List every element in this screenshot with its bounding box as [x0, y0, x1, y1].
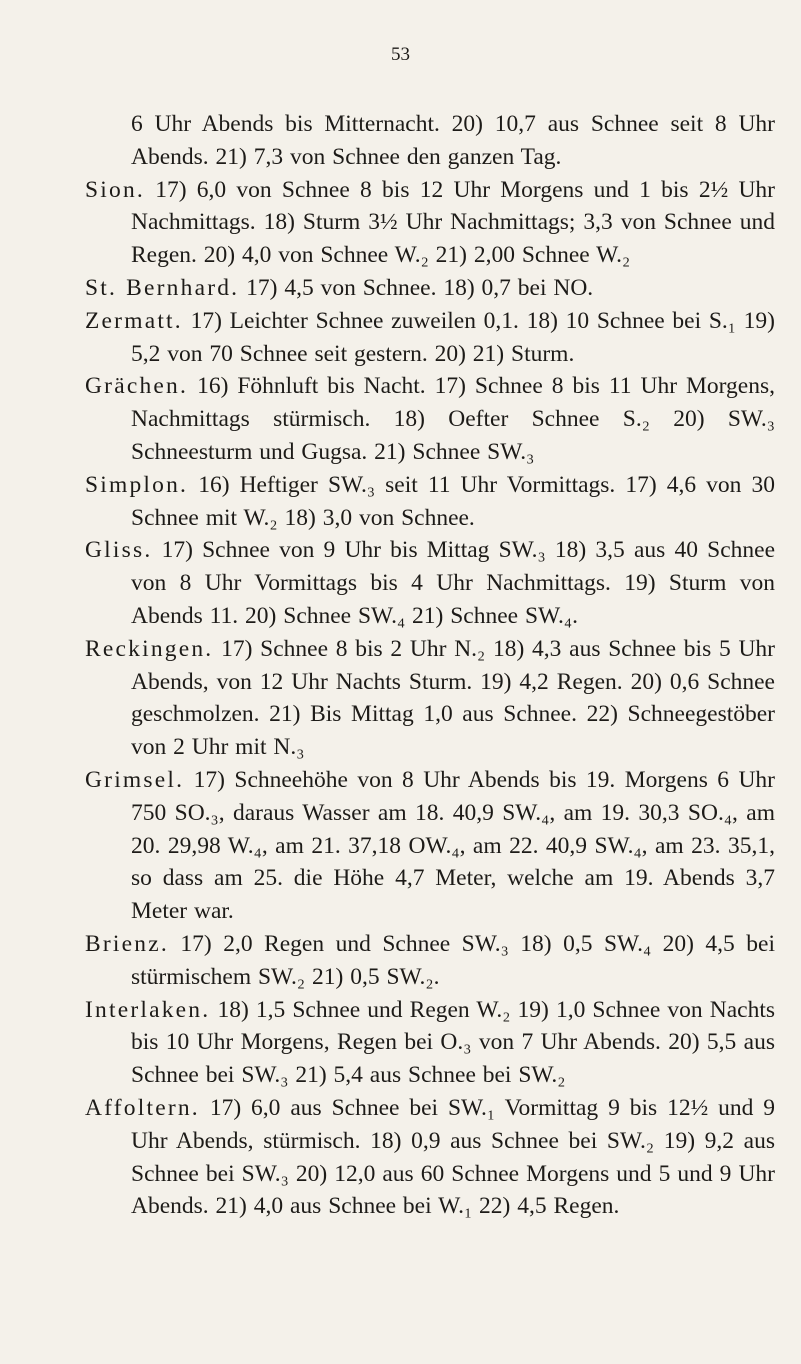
- weather-report-entries: [85, 108, 775, 1223]
- place-name: St. Bernhard.: [85, 274, 240, 301]
- entry-interlaken: [85, 994, 775, 1092]
- entry-text: 6 Uhr Abends bis Mitternacht. 20) 10,7 aus Schnee seit 8 Uhr Abends. 21) 7,3 von Schnee den ganzen Tag.: [131, 111, 775, 170]
- entry-text: 17) 4,5 von Schnee. 18) 0,7 bei NO.: [246, 274, 594, 301]
- entry-grimsel: [85, 764, 775, 928]
- entry-reckingen: [85, 633, 775, 764]
- entry-text: 18) 1,5 Schnee und Regen W.₂ 19) 1,0 Schnee von Nachts bis 10 Uhr Morgens, Regen bei O.₃ von 7 Uhr Abends. 20) 5,5 aus Schnee bei SW.₃ 21) 5,4 aus Schnee bei SW.₂: [131, 996, 775, 1089]
- place-name: Grächen.: [85, 373, 189, 400]
- entry-text: 17) Schnee 8 bis 2 Uhr N.₂ 18) 4,3 aus Schnee bis 5 Uhr Abends, von 12 Uhr Nachts Sturm. 19) 4,2 Regen. 20) 0,6 Schnee geschmolzen. 21) Bis Mittag 1,0 aus Schnee. 22) Schneegestöber von 2 Uhr mit N.₃: [131, 635, 776, 761]
- entry-affoltern: [85, 1092, 775, 1223]
- entry-text: 17) 6,0 aus Schnee bei SW.₁ Vormittag 9 bis 12½ und 9 Uhr Abends, stürmisch. 18) 0,9 aus Schnee bei SW.₂ 19) 9,2 aus Schnee bei SW.₃ 20) 12,0 aus 60 Schnee Morgens und 5 und 9 Uhr Abends. 21) 4,0 aus Schnee bei W.₁ 22) 4,5 Regen.: [131, 1094, 776, 1220]
- place-name: Affoltern.: [85, 1094, 200, 1121]
- place-name: Sion.: [85, 176, 145, 203]
- entry-text: 17) Schnee von 9 Uhr bis Mittag SW.₃ 18) 3,5 aus 40 Schnee von 8 Uhr Vormittags bis 4 Uhr Nachmittags. 19) Sturm von Abends 11. 20) Schnee SW.₄ 21) Schnee SW.₄.: [131, 537, 775, 629]
- entry-zermatt: [85, 305, 775, 371]
- entry-text: 16) Heftiger SW.₃ seit 11 Uhr Vormittags. 17) 4,6 von 30 Schnee mit W.₂ 18) 3,0 von Schnee.: [131, 471, 775, 531]
- entry-simplon: [85, 469, 775, 535]
- entry-gliss: [85, 534, 775, 632]
- place-name: Interlaken.: [85, 996, 211, 1023]
- place-name: Simplon.: [85, 471, 189, 498]
- place-name: Brienz.: [85, 930, 169, 957]
- entry-text: 17) Leichter Schnee zuweilen 0,1. 18) 10 Schnee bei S.₁ 19) 5,2 von 70 Schnee seit gestern. 20) 21) Sturm.: [131, 307, 775, 367]
- entry-text: 16) Föhnluft bis Nacht. 17) Schnee 8 bis 11 Uhr Morgens, Nachmittags stürmisch. 18) Oefter Schnee S.₂ 20) SW.₃ Schneesturm und Gugsa. 21) Schnee SW.₃: [131, 373, 776, 465]
- entry-graechen: [85, 370, 775, 468]
- place-name: Gliss.: [85, 537, 153, 564]
- page-number: 53: [391, 44, 410, 65]
- entry-text: 17) 2,0 Regen und Schnee SW.₃ 18) 0,5 SW.₄ 20) 4,5 bei stürmischem SW.₂ 21) 0,5 SW.₂.: [131, 930, 775, 990]
- entry-st-bernhard: [85, 272, 775, 305]
- entry-text: 17) Schneehöhe von 8 Uhr Abends bis 19. Morgens 6 Uhr 750 SO.₃, daraus Wasser am 18. 40,9 SW.₄, am 19. 30,3 SO.₄, am 20. 29,98 W.₄, am 21. 37,18 OW.₄, am 22. 40,9 SW.₄, am 23. 35,1, so dass am 25. die Höhe 4,7 Meter, welche am 19. Abends 3,7 Meter war.: [131, 766, 776, 925]
- place-name: Grimsel.: [85, 766, 185, 793]
- entry-continuation: [85, 108, 775, 174]
- place-name: Reckingen.: [85, 635, 214, 662]
- place-name: Zermatt.: [85, 307, 183, 334]
- entry-sion: [85, 174, 775, 272]
- entry-brienz: [85, 928, 775, 994]
- entry-text: 17) 6,0 von Schnee 8 bis 12 Uhr Morgens und 1 bis 2½ Uhr Nachmittags. 18) Sturm 3½ Uhr Nachmittags; 3,3 von Schnee und Regen. 20) 4,0 von Schnee W.₂ 21) 2,00 Schnee W.₂: [131, 176, 775, 269]
